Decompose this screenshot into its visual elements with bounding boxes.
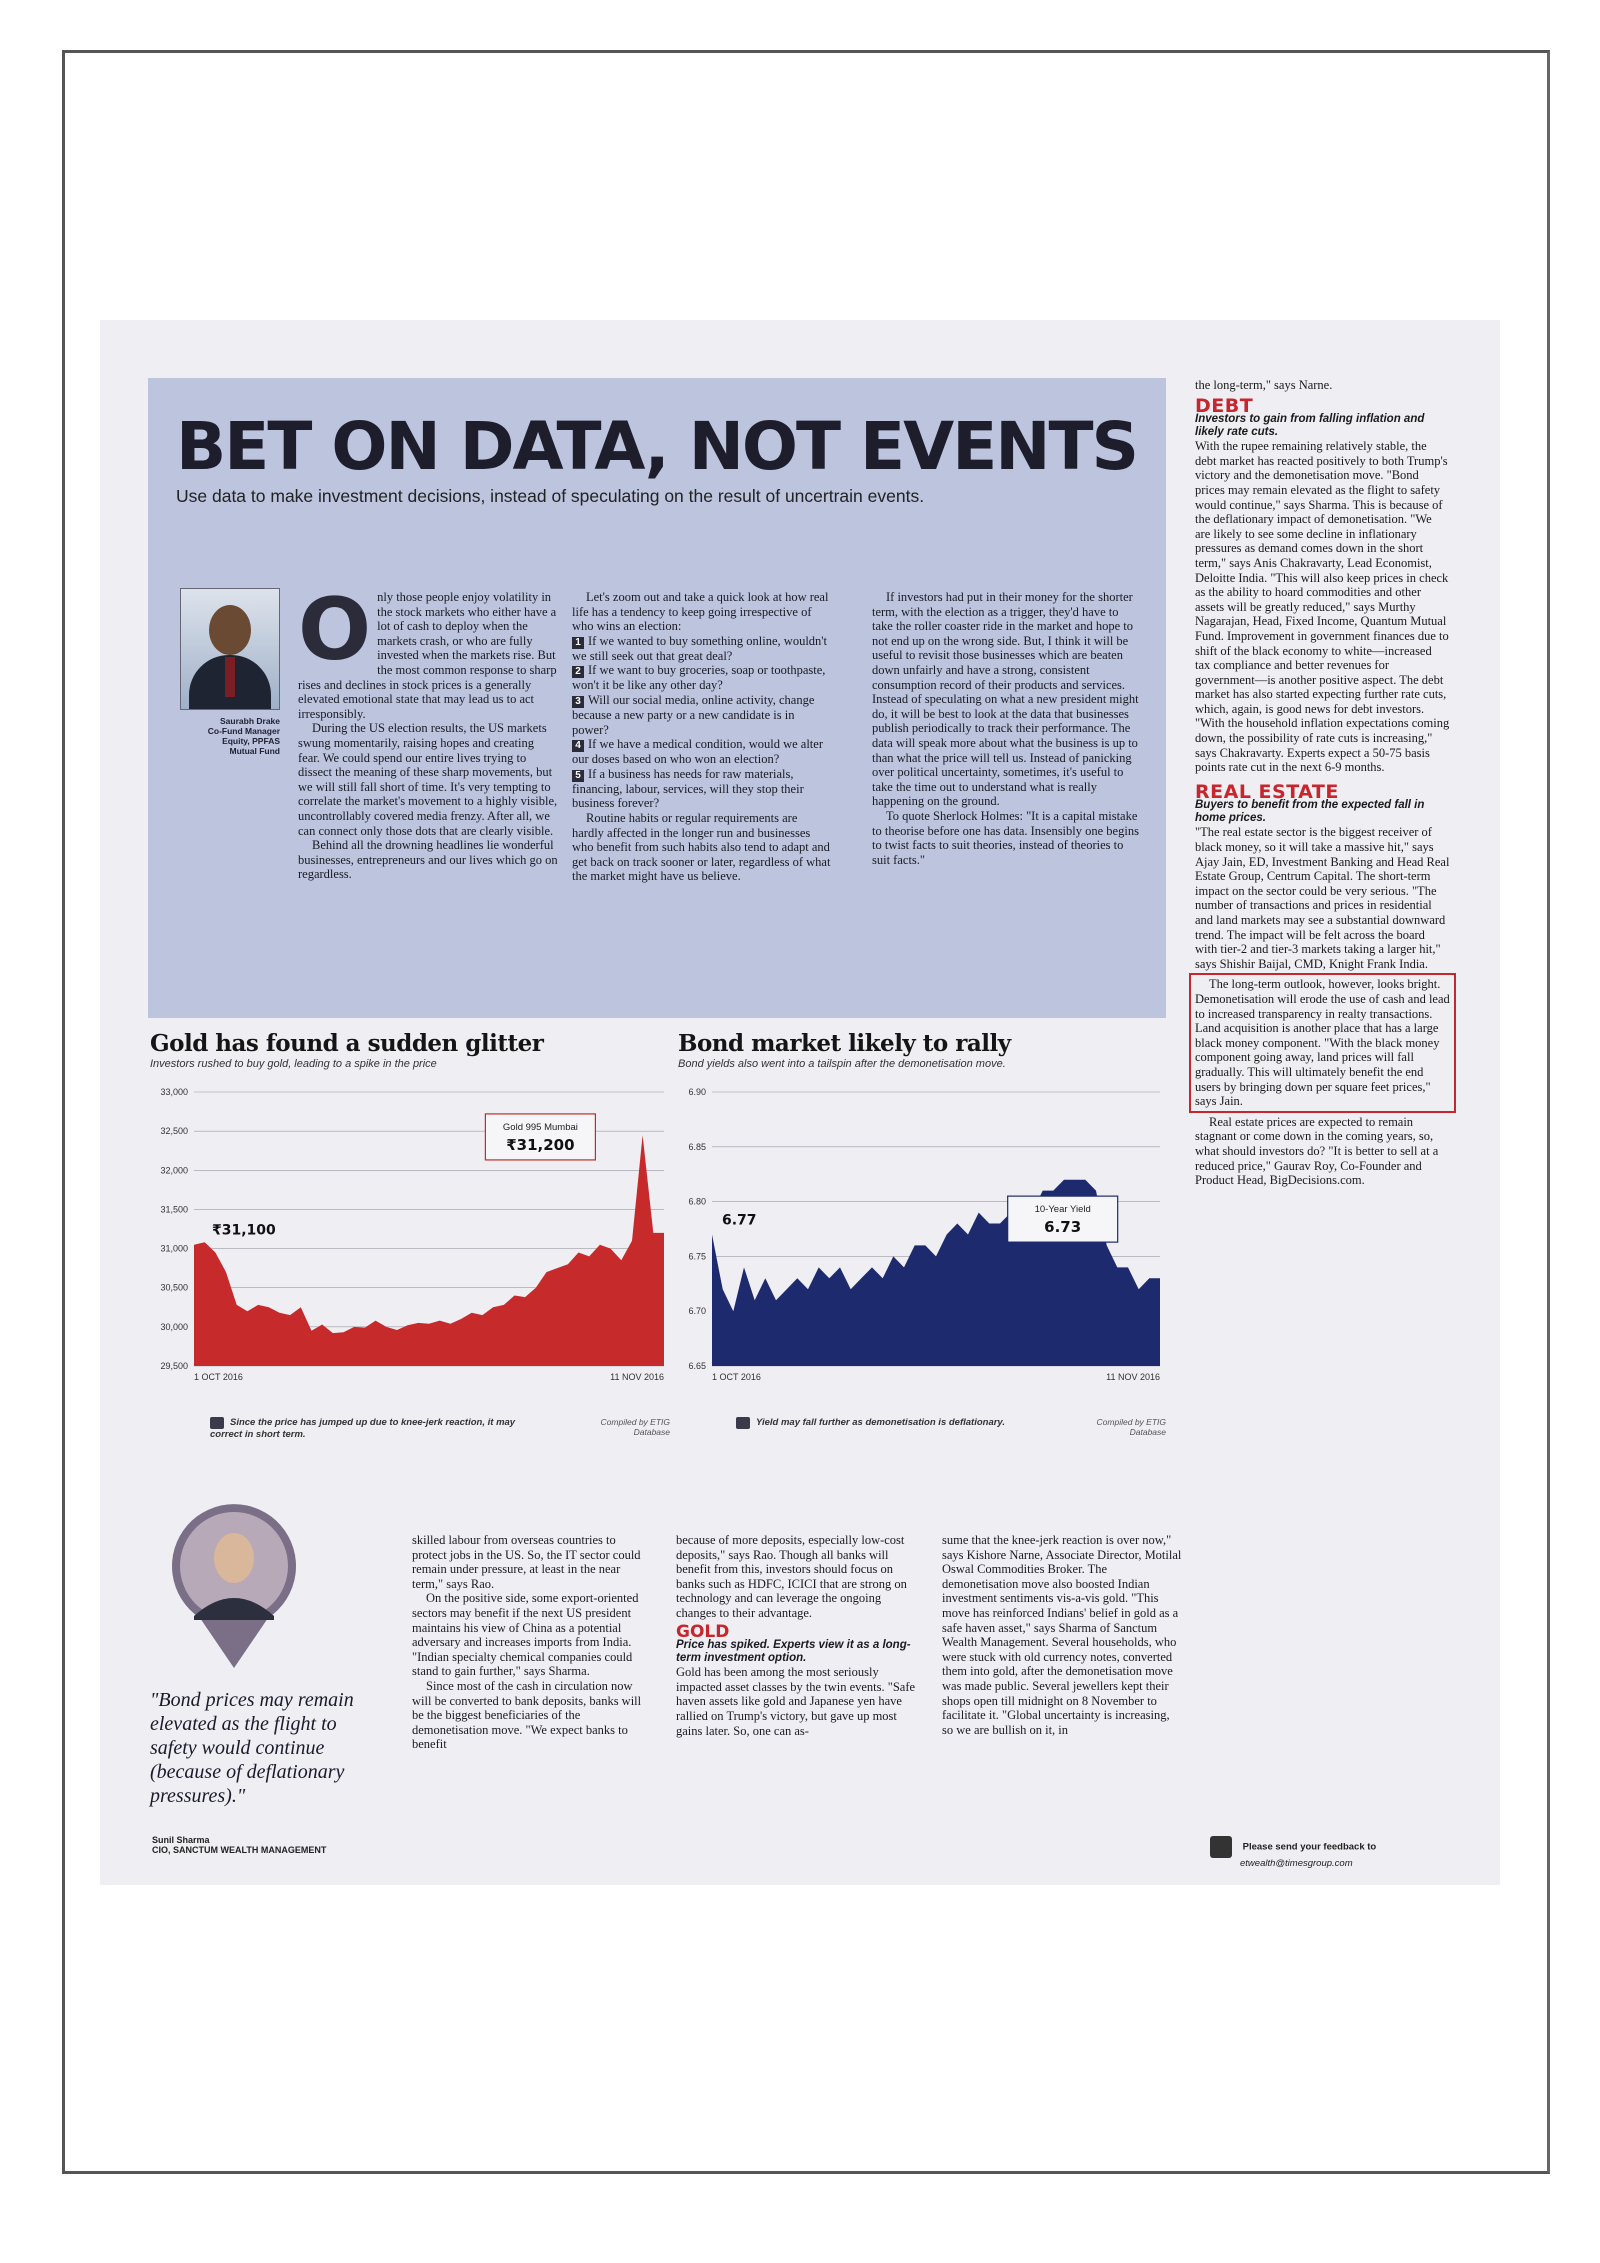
real-estate-deck: Buyers to benefit from the expected fall in home prices.: [1195, 799, 1425, 825]
bond-chart-subtitle: Bond yields also went into a tailspin after the demonetisation move.: [678, 1058, 1006, 1070]
bottom-column-3: sume that the knee-jerk reaction is over now," says Kishore Narne, Associate Director, Motilal Oswal Commodities Broker. The demonetisation move also boosted Indian investment sentiments vis-a-vis gold. "This move has reinforced Indians' belief in gold as a safe haven asset," says Sharma of Sanctum Wealth Management. Several households, who were stuck with old currency notes, converted them into gold, after the demonetisation move was made public. Several jewellers kept their shops open till midnight on 8 November to facilitate it. "Global uncertainty is increasing, so we are bullish on it, in: [942, 1533, 1182, 1737]
article-column-1: Only those people enjoy volatility in the stock markets who either have a lot of cash to deploy when the markets crash, or who are fully invested when the markets rise. But the most common response to sharp rises and declines in stock prices is a generally elevated emotional state that may lead us to act irresponsibly. During the US election results, the US markets swung momentarily, raising hopes and creating fear. We could spend our entire lives trying to dissect the meaning of these sharp movements, but we will still fall short of time. It's very tempting to correlate the market's movement to a highly visible, uncontrollably covered media frenzy. After all, we can connect only those dots that are clearly visible. Behind all the drowning headlines lie wonderful businesses, entrepreneurs and our lives which go on regardless.: [298, 580, 558, 882]
callout-label: 10-Year Yield: [1034, 1204, 1091, 1216]
article-column-2: Let's zoom out and take a quick look at how real life has a tendency to keep going irrespective of who wins an election: 1 If we wanted to buy something online, wouldn't we still seek out that great deal? 2 If we want to buy groceries, soap or toothpaste, won't it be like any other day? 3 Will our social media, online activity, change because a new party or a new candidate is in power? 4 If we have a medical condition, would we alter our doses based on who won an election? 5 If a business has needs for raw materials, financing, labour, services, will they stop their business forever? Routine habits or regular requirements are hardly affected in the longer run and businesses who benefit from such habits also tend to adapt and get back on track sooner or later, regardless of what the market might have us believe.: [572, 590, 831, 884]
bond-chart: [678, 1030, 1168, 1382]
gold-chart-title: Gold has found a sudden glitter: [150, 1030, 544, 1057]
headline: BET ON DATA, NOT EVENTS: [176, 408, 1138, 485]
x-tick-label: 11 NOV 2016: [1106, 1372, 1160, 1382]
real-estate-body: "The real estate sector is the biggest receiver of black money, so it will take a massive hit," says Ajay Jain, ED, Investment Banking and Head Real Estate Group, Centrum Capital. The short-term impact on the sector could be very serious. "The number of transactions and prices in residential and land markets may see a substantial downward trend. The impact will be felt across the board with tier-2 and tier-3 markets taking a larger hit," says Shishir Baijal, CMD, Knight Frank India.: [1195, 825, 1450, 971]
gold-deck: Price has spiked. Experts view it as a long-term investment option.: [676, 1639, 911, 1665]
start-value-label: 6.77: [722, 1212, 757, 1229]
gold-chart: [150, 1030, 670, 1382]
bond-chart-plot: [678, 1080, 1168, 1400]
y-tick-label: 33,000: [160, 1087, 188, 1097]
pull-quote-attribution: Sunil Sharma CIO, SANCTUM WEALTH MANAGEMENT: [152, 1835, 327, 1855]
real-estate-body-2: Real estate prices are expected to remain stagnant or come down in the coming years, so, what should investors do? "It is better to sell at a reduced price," Gaurav Roy, Co-Founder and Product Head, BigDecisions.com.: [1195, 1114, 1439, 1188]
info-icon: [210, 1417, 224, 1429]
y-tick-label: 6.80: [688, 1196, 706, 1207]
gold-chart-subtitle: Investors rushed to buy gold, leading to a spike in the price: [150, 1058, 437, 1070]
bottom-column-2: because of more deposits, especially low-cost deposits," says Rao. Though all banks will benefit from this, investors should focus on banks such as HDFC, ICICI that are strong on technology and can leverage the ongoing changes to their advantage. GOLD Price has spiked. Experts view it as a long-term investment option. Gold has been among the most seriously impacted asset classes by the twin events. "Safe haven assets like gold and Japanese yen have rallied on Trump's victory, but gave up most gains later. So, one can as-: [676, 1533, 916, 1738]
bond-chart-title: Bond market likely to rally: [678, 1030, 1011, 1057]
y-tick-label: 6.85: [688, 1141, 706, 1152]
author-photo: [180, 588, 280, 710]
x-tick-label: 1 OCT 2016: [194, 1372, 243, 1382]
callout-value: ₹31,200: [506, 1135, 575, 1154]
gold-chart-plot: [150, 1080, 670, 1400]
y-tick-label: 31,000: [160, 1243, 188, 1254]
gold-heading: GOLD: [676, 1621, 730, 1642]
y-tick-label: 29,500: [160, 1361, 188, 1371]
x-tick-label: 11 NOV 2016: [610, 1372, 664, 1382]
bond-chart-note: Yield may fall further as demonetisation is deflationary.: [736, 1417, 1026, 1429]
y-tick-label: 32,000: [160, 1165, 188, 1176]
y-tick-label: 6.70: [688, 1306, 706, 1317]
y-tick-label: 30,500: [160, 1282, 188, 1293]
callout-value: 6.73: [1044, 1218, 1082, 1237]
pull-quote: "Bond prices may remain elevated as the flight to safety would continue (because of deflationary pressures).": [150, 1689, 354, 1807]
gold-chart-note: Since the price has jumped up due to knee-jerk reaction, it may correct in short term.: [210, 1417, 516, 1440]
y-tick-label: 6.90: [688, 1087, 706, 1097]
feedback-line: Please send your feedback to etwealth@timesgroup.com: [1210, 1836, 1376, 1869]
y-tick-label: 31,500: [160, 1204, 188, 1215]
y-tick-label: 6.65: [688, 1361, 706, 1371]
highlighted-passage: The long-term outlook, however, looks bright. Demonetisation will erode the use of cash and lead to increased transparency in realty transactions. Land acquisition is another place that has a large black money component. "With the black money component going away, land prices will fall gradually. This will ultimately benefit the end users by bringing down per square feet prices," says Jain.: [1189, 973, 1456, 1112]
debt-body: With the rupee remaining relatively stable, the debt market has reacted positively to both Trump's victory and the demonetisation move. "Bond prices may remain elevated as the flight to safety would continue," says Sharma. This is because of the deflationary impact of demonetisation. "We are likely to see some decline in inflationary pressures as demand comes down in the short term," says Anis Chakravarty, Lead Economist, Deloitte India. "This will also keep prices in check as the ability to hoard commodities and other assets will be greatly reduced," says Murthy Nagarajan, Head, Fixed Income, Quantum Mutual Fund. Improvement in government finances due to shift of the black economy to white—increased tax compliance and better revenues for government—is another positive aspect. The debt market has also started expecting further rate cuts, which, again, is good news for debt investors. "With the household inflation expectations coming down, the possibility of rate cuts is increasing," says Chakravarty. Experts expect a 50-75 basis points rate cut in the next 6-9 months.: [1195, 439, 1450, 775]
y-tick-label: 30,000: [160, 1321, 188, 1332]
callout-label: Gold 995 Mumbai: [502, 1121, 578, 1133]
x-tick-label: 1 OCT 2016: [712, 1372, 761, 1382]
quote-portrait: [164, 1500, 304, 1670]
info-icon: [736, 1417, 750, 1429]
article-column-3: If investors had put in their money for the shorter term, with the election as a trigger, they'd have to take the roller coaster ride in the market and hope to not end up on the wrong side. But, I think it will be useful to revisit those businesses which are beaten down unfairly and have a strong, consistent consumption record of their products and services. Instead of speculating on what a new president might do, it will be best to look at the data that businesses publish periodically to track their performance. The data will speak more about what the business is up to than what the price will tell us. Instead of panicking over political uncertainty, sometimes, it's useful to take the time out to understand what is really happening on the ground. To quote Sherlock Holmes: "It is a capital mistake to theorise before one has data. Insensibly one begins to twist facts to suit theories, instead of theories to suit facts.": [872, 590, 1139, 867]
magazine-page: [100, 320, 1500, 1885]
right-column: the long-term," says Narne. DEBT Investors to gain from falling inflation and likely rate cuts. With the rupee remaining relatively stable, the debt market has reacted positively to both Trump's victory and the demonetisation move. "Bond prices may remain elevated as the flight to safety would continue," says Sharma. This is because of the deflationary impact of demonetisation. "We are likely to see some decline in inflationary pressures as demand comes down in the short term," says Anis Chakravarty, Lead Economist, Deloitte India. "This will also keep prices in check as the ability to hoard commodities and other assets will be greatly reduced," says Murthy Nagarajan, Head, Fixed Income, Quantum Mutual Fund. Improvement in government finances due to shift of the black economy to white—increased tax compliance and better revenues for government—is another positive aspect. The debt market has also started expecting further rate cuts, which, again, is good news for debt investors. "With the household inflation expectations coming down, the possibility of rate cuts is increasing," says Chakravarty. Experts expect a 50-75 basis points rate cut in the next 6-9 months. REAL ESTATE Buyers to benefit from the expected fall in home prices. "The real estate sector is the biggest receiver of black money, so it will take a massive hit," says Ajay Jain, ED, Investment Banking and Head Real Estate Group, Centrum Capital. The short-term impact on the sector could be very serious. "The number of transactions and prices in residential and land markets may see a substantial downward trend. The impact will be felt across the board with tier-2 and tier-3 markets taking a larger hit," says Shishir Baijal, CMD, Knight Frank India. The long-term outlook, however, looks bright. Demonetisation will erode the use of cash and lead to increased transparency in realty transactions. Land acquisition is another place that has a large black money component. "With the black money component going away, land prices will fall gradually. This will ultimately benefit the end users by bringing down per square feet prices," says Jain. Real estate prices are expected to remain stagnant or come down in the coming years, so, what should investors do? "It is better to sell at a reduced price," Gaurav Roy, Co-Founder and Product Head, BigDecisions.com.: [1195, 378, 1450, 1188]
real-estate-heading: REAL ESTATE: [1195, 780, 1339, 803]
bond-chart-credit: Compiled by ETIG Database: [1096, 1417, 1166, 1437]
debt-heading: DEBT: [1195, 394, 1254, 417]
gold-chart-credit: Compiled by ETIG Database: [600, 1417, 670, 1437]
drop-cap: O: [298, 580, 372, 680]
author-block: [180, 588, 280, 756]
article-hero-panel: [148, 378, 1166, 1018]
series-area: [194, 1135, 664, 1366]
start-value-label: ₹31,100: [212, 1222, 276, 1239]
subhead: Use data to make investment decisions, instead of speculating on the result of uncertrain events.: [176, 486, 925, 506]
y-tick-label: 32,500: [160, 1126, 188, 1137]
bottom-column-1: skilled labour from overseas countries to protect jobs in the US. So, the IT sector could remain under pressure, at least in the near term," says Rao. On the positive side, some export-oriented sectors may benefit if the next US president maintains his view of China as a potential adversary and increases imports from India. "Indian specialty chemical companies could stand to gain further," says Sharma. Since most of the cash in circulation now will be converted to bank deposits, banks will be the biggest beneficiaries of the demonetisation move. "We expect banks to benefit: [412, 1533, 642, 1752]
y-tick-label: 6.75: [688, 1251, 706, 1262]
debt-deck: Investors to gain from falling inflation and likely rate cuts.: [1195, 413, 1425, 439]
pencil-icon: [1210, 1836, 1232, 1858]
author-credit: Saurabh Drake Co-Fund Manager Equity, PPFAS Mutual Fund: [207, 716, 280, 756]
